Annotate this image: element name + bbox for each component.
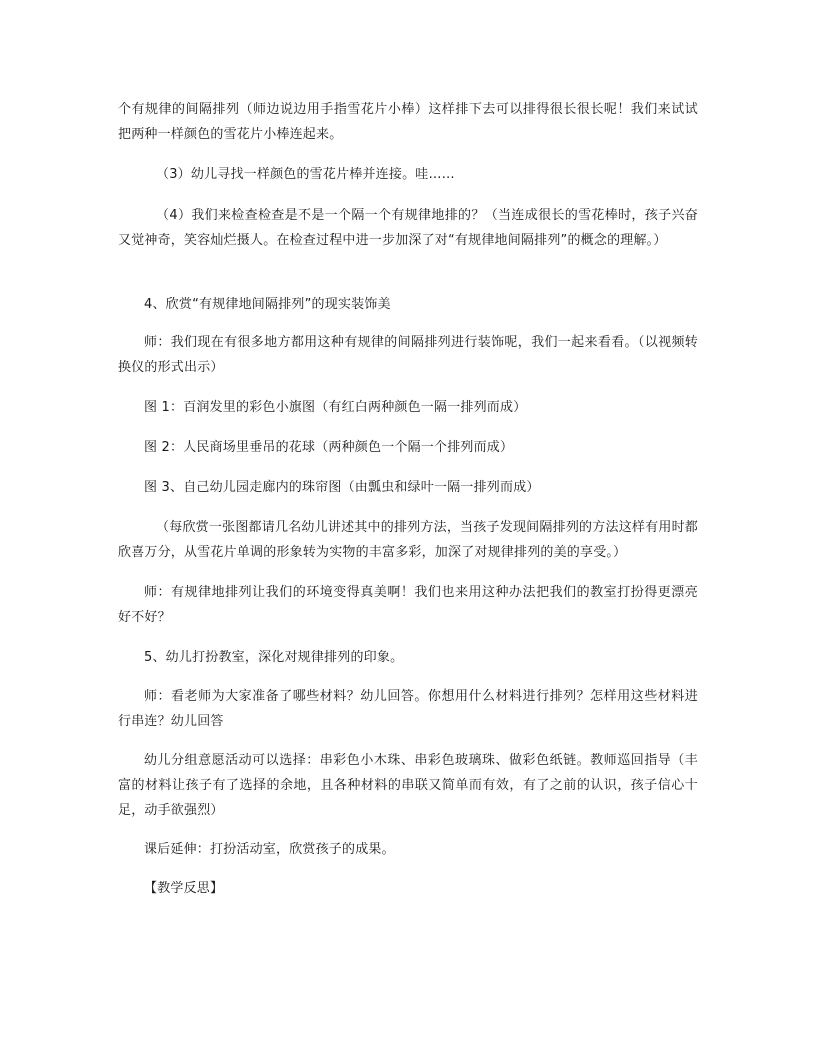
paragraph-teacher-materials: 师：看老师为大家准备了哪些材料？幼儿回答。你想用什么材料进行排列？怎样用这些材料进行串连？幼儿回答 [118, 689, 698, 729]
paragraph-extension: 课后延伸：打扮活动室，欣赏孩子的成果。 [144, 842, 395, 857]
paragraph-teacher-beautiful: 师：有规律地排列让我们的环境变得真美啊！我们也来用这种办法把我们的教室打扮得更漂亮好不好？ [118, 585, 698, 625]
paragraph-teacher-intro: 师：我们现在有很多地方都用这种有规律的间隔排列进行装饰呢，我们一起来看看。（以视频转换仪的形式出示） [118, 335, 698, 375]
paragraph-figure-3: 图 3、自己幼儿园走廊内的珠帘图（由瓢虫和绿叶一隔一排列而成） [144, 480, 540, 495]
section-heading-4: 4、欣赏“有规律地间隔排列”的现实装饰美 [144, 297, 391, 312]
paragraph-appreciation-note: （每欣赏一张图都请几名幼儿讲述其中的排列方法，当孩子发现间隔排列的方法这样有用时都欣喜万分，从雪花片单调的形象转为实物的丰富多彩，加深了对规律排列的美的享受。） [118, 520, 698, 560]
paragraph-group-activity: 幼儿分组意愿活动可以选择：串彩色小木珠、串彩色玻璃珠、做彩色纸链。教师巡回指导（丰富的材料让孩子有了选择的余地，且各种材料的串联又简单而有效，有了之前的认识，孩子信心十足，动手欲强烈） [118, 753, 698, 818]
section-heading-5: 5、幼儿打扮教室，深化对规律排列的印象。 [144, 650, 404, 665]
paragraph-figure-1: 图 1：百润发里的彩色小旗图（有红白两种颜色一隔一排列而成） [144, 400, 527, 415]
paragraph-step-4: （4）我们来检查检查是不是一个隔一个有规律地排的？（当连成很长的雪花棒时，孩子兴奋又觉神奇，笑容灿烂摄人。在检查过程中进一步加深了对“有规律地间隔排列”的概念的理解。） [118, 208, 698, 248]
paragraph-continuation: 个有规律的间隔排列（师边说边用手指雪花片小棒）这样排下去可以排得很长很长呢！我们来试试把两种一样颜色的雪花片小棒连起来。 [118, 102, 698, 142]
paragraph-step-3: （3）幼儿寻找一样颜色的雪花片棒并连接。哇…… [156, 167, 455, 182]
paragraph-figure-2: 图 2：人民商场里垂吊的花球（两种颜色一个隔一个排列而成） [144, 440, 514, 455]
section-heading-reflection: 【教学反思】 [144, 881, 224, 896]
